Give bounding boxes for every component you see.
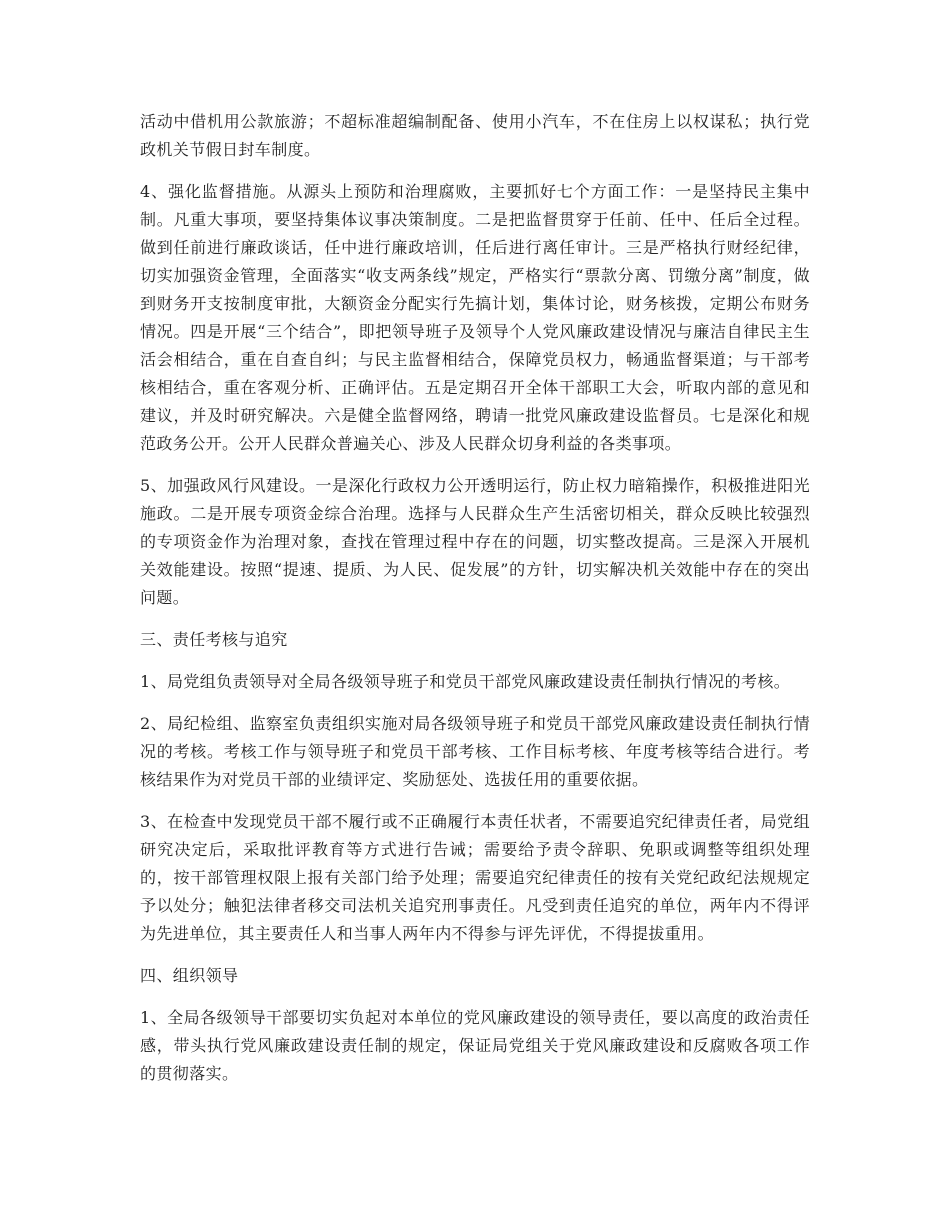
section-heading-4: 四、组织领导 xyxy=(140,966,239,985)
paragraph-item-4-supervision: 4、强化监督措施。从源头上预防和治理腐败，主要抓好七个方面工作：一是坚持民主集中制。凡重大事项，要坚持集体议事决策制度。二是把监督贯穿于任前、任中、任后全过程。做到任前进行廉政谈话，任中进行廉政培训，任后进行离任审计。三是严格执行财经纪律，切实加强资金管理，全面落实“收支两条线”规定，严格实行“票款分离、罚缴分离”制度，做到财务开支按制度审批，大额资金分配实行先搞计划，集体讨论，财务核拨，定期公布财务情况。四是开展“三个结合”，即把领导班子及领导个人党风廉政建设情况与廉洁自律民主生活会相结合，重在自查自纠；与民主监督相结合，保障党员权力，畅通监督渠道；与干部考核相结合，重在客观分析、正确评估。五是定期召开全体干部职工大会，听取内部的意见和建议，并及时研究解决。六是健全监督网络，聘请一批党风廉政建设监督员。七是深化和规范政务公开。公开人民群众普遍关心、涉及人民群众切身利益的各类事项。 xyxy=(140,182,810,453)
paragraph-4-1: 1、全局各级领导干部要切实负起对本单位的党风廉政建设的领导责任，要以高度的政治责任感，带头执行党风廉政建设责任制的规定，保证局党组关于党风廉政建设和反腐败各项工作的贯彻落实。 xyxy=(140,1008,810,1083)
document-page xyxy=(140,108,810,1102)
paragraph-item-5-work-style: 5、加强政风行风建设。一是深化行政权力公开透明运行，防止权力暗箱操作，积极推进阳光施政。二是开展专项资金综合治理。选择与人民群众生产生活密切相关，群众反映比较强烈的专项资金作为治理对象，查找在管理过程中存在的问题，切实整改提高。三是深入开展机关效能建设。按照“提速、提质、为人民、促发展”的方针，切实解决机关效能中存在的突出问题。 xyxy=(140,476,810,607)
paragraph-continuation: 活动中借机用公款旅游；不超标准超编制配备、使用小汽车，不在住房上以权谋私；执行党政机关节假日封车制度。 xyxy=(140,112,810,159)
paragraph-3-3: 3、在检查中发现党员干部不履行或不正确履行本责任状者，不需要追究纪律责任者，局党组研究决定后，采取批评教育等方式进行告诫；需要给予责令辞职、免职或调整等组织处理的，按干部管理权限上报有关部门给予处理；需要追究纪律责任的按有关党纪政纪法规规定予以处分；触犯法律者移交司法机关追究刑事责任。凡受到责任追究的单位，两年内不得评为先进单位，其主要责任人和当事人两年内不得参与评先评优，不得提拔重用。 xyxy=(140,812,810,943)
paragraph-3-2: 2、局纪检组、监察室负责组织实施对局各级领导班子和党员干部党风廉政建设责任制执行情况的考核。考核工作与领导班子和党员干部考核、工作目标考核、年度考核等结合进行。考核结果作为对党员干部的业绩评定、奖励惩处、选拔任用的重要依据。 xyxy=(140,714,810,789)
section-heading-3: 三、责任考核与追究 xyxy=(140,630,288,649)
paragraph-3-1: 1、局党组负责领导对全局各级领导班子和党员干部党风廉政建设责任制执行情况的考核。 xyxy=(140,672,791,691)
